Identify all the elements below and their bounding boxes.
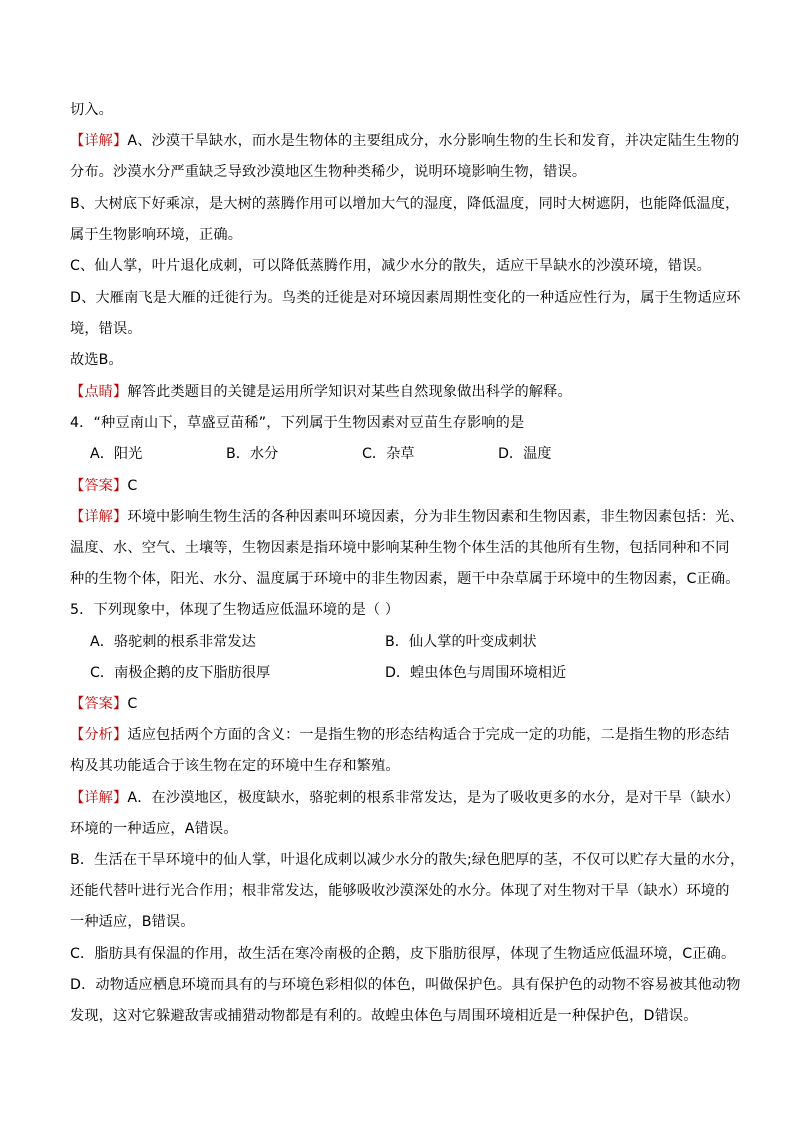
answer-value: C bbox=[127, 478, 138, 494]
q5-detail-c-line-1: C．脂肪具有保温的作用，故生活在寒冷南极的企鹅，皮下脂肪很厚，体现了生物适应低温环境，C正确。 bbox=[70, 946, 736, 962]
q5-detail-a-line-2: 环境的一种适应，A错误。 bbox=[70, 821, 238, 837]
q5-stem: 5．下列现象中，体现了生物适应低温环境的是（ ） bbox=[70, 602, 400, 618]
q4-options bbox=[70, 444, 740, 464]
q4-option-a: A．阳光 bbox=[90, 446, 143, 462]
q3-option-d-line-2: 境，错误。 bbox=[70, 321, 142, 337]
q5-option-b: B．仙人掌的叶变成刺状 bbox=[385, 634, 537, 650]
q4-detail-line-3: 种的生物个体，阳光、水分、温度属于环境中的非生物因素，题干中杂草属于环境中的生物因素，C正确。 bbox=[70, 571, 740, 587]
q5-options-row-1 bbox=[70, 632, 740, 652]
answer-value: C bbox=[127, 696, 138, 712]
q3-option-c-line-1: C、仙人掌，叶片退化成刺，可以降低蒸腾作用，减少水分的散失，适应干旱缺水的沙漠环境，错误。 bbox=[70, 258, 711, 274]
q5-detail-b-line-3: 一种适应，B错误。 bbox=[70, 914, 195, 930]
q5-option-a: A．骆驼刺的根系非常发达 bbox=[90, 634, 256, 650]
q5-detail-b-line-1: B．生活在干旱环境中的仙人掌，叶退化成刺以减少水分的散失;绿色肥厚的茎，不仅可以贮存大量的水分， bbox=[70, 852, 745, 868]
q5-options-row-2 bbox=[70, 663, 740, 683]
q3-option-b-line-2: 属于生物影响环境，正确。 bbox=[70, 227, 243, 243]
q5-detail-line-1 bbox=[70, 788, 739, 808]
q5-answer bbox=[70, 694, 137, 714]
detail-tag: 【详解】 bbox=[70, 509, 128, 525]
q4-option-b: B．水分 bbox=[226, 446, 279, 462]
q4-stem: 4．“种豆南山下，草盛豆苗稀”，下列属于生物因素对豆苗生存影响的是 bbox=[70, 415, 525, 431]
q5-detail-d-line-2: 发现，这对它躲避敌害或捕猎动物都是有利的。故蝗虫体色与周围环境相近是一种保护色，D错误。 bbox=[70, 1008, 698, 1024]
q5-analysis-line-2: 构及其功能适合于该生物在定的环境中生存和繁殖。 bbox=[70, 758, 400, 774]
q4-detail-line-2: 温度、水、空气、土壤等，生物因素是指环境中影响某种生物个体生活的其他所有生物，包括同种和不同 bbox=[70, 540, 730, 556]
analysis-tag: 【分析】 bbox=[70, 727, 128, 743]
q3-detail-line-1 bbox=[70, 131, 739, 151]
q4-answer bbox=[70, 476, 137, 496]
q3-detail-line-2: 分布。沙漠水分严重缺乏导致沙漠地区生物种类稀少，说明环境影响生物，错误。 bbox=[70, 164, 587, 180]
q4-detail-line-1 bbox=[70, 507, 744, 527]
answer-tag: 【答案】 bbox=[70, 696, 128, 712]
q4-option-c: C．杂草 bbox=[362, 446, 415, 462]
analysis-text: 适应包括两个方面的含义：一是指生物的形态结构适合于完成一定的功能，二是指生物的形态结 bbox=[127, 727, 730, 743]
q5-analysis-line-1 bbox=[70, 725, 730, 745]
q3-choice: 故选B。 bbox=[70, 352, 123, 368]
q3-option-b-line-1: B、大树底下好乘凉，是大树的蒸腾作用可以增加大气的湿度，降低温度，同时大树遮阴，也能降低温度， bbox=[70, 196, 740, 212]
answer-tag: 【答案】 bbox=[70, 478, 128, 494]
comment-text: 解答此类题目的关键是运用所学知识对某些自然现象做出科学的解释。 bbox=[127, 384, 572, 400]
detail-text: A、沙漠干旱缺水，而水是生物体的主要组成分，水分影响生物的生长和发育，并决定陆生生物的 bbox=[127, 133, 740, 149]
q5-detail-d-line-1: D．动物适应栖息环境而具有的与环境色彩相似的体色，叫做保护色。具有保护色的动物不容易被其他动物 bbox=[70, 977, 741, 993]
q4-option-d: D．温度 bbox=[498, 446, 552, 462]
detail-tag: 【详解】 bbox=[70, 790, 128, 806]
detail-text: 环境中影响生物生活的各种因素叫环境因素，分为非生物因素和生物因素，非生物因素包括：光、 bbox=[127, 509, 744, 525]
q3-comment bbox=[70, 382, 572, 402]
detail-tag: 【详解】 bbox=[70, 133, 128, 149]
q3-option-d-line-1: D、大雁南飞是大雁的迁徙行为。鸟类的迁徙是对环境因素周期性变化的一种适应性行为，属于生物适应环 bbox=[70, 290, 741, 306]
detail-text: A．在沙漠地区，极度缺水，骆驼刺的根系非常发达，是为了吸收更多的水分，是对干旱（缺水） bbox=[127, 790, 740, 806]
comment-tag: 【点睛】 bbox=[70, 384, 128, 400]
q3-continuation: 切入。 bbox=[70, 102, 114, 118]
q5-detail-b-line-2: 还能代替叶进行光合作用；根非常发达，能够吸收沙漠深处的水分。体现了对生物对干旱（缺水）环境的 bbox=[70, 883, 730, 899]
q5-option-d: D．蝗虫体色与周围环境相近 bbox=[385, 665, 567, 681]
q5-option-c: C．南极企鹅的皮下脂肪很厚 bbox=[90, 665, 271, 681]
